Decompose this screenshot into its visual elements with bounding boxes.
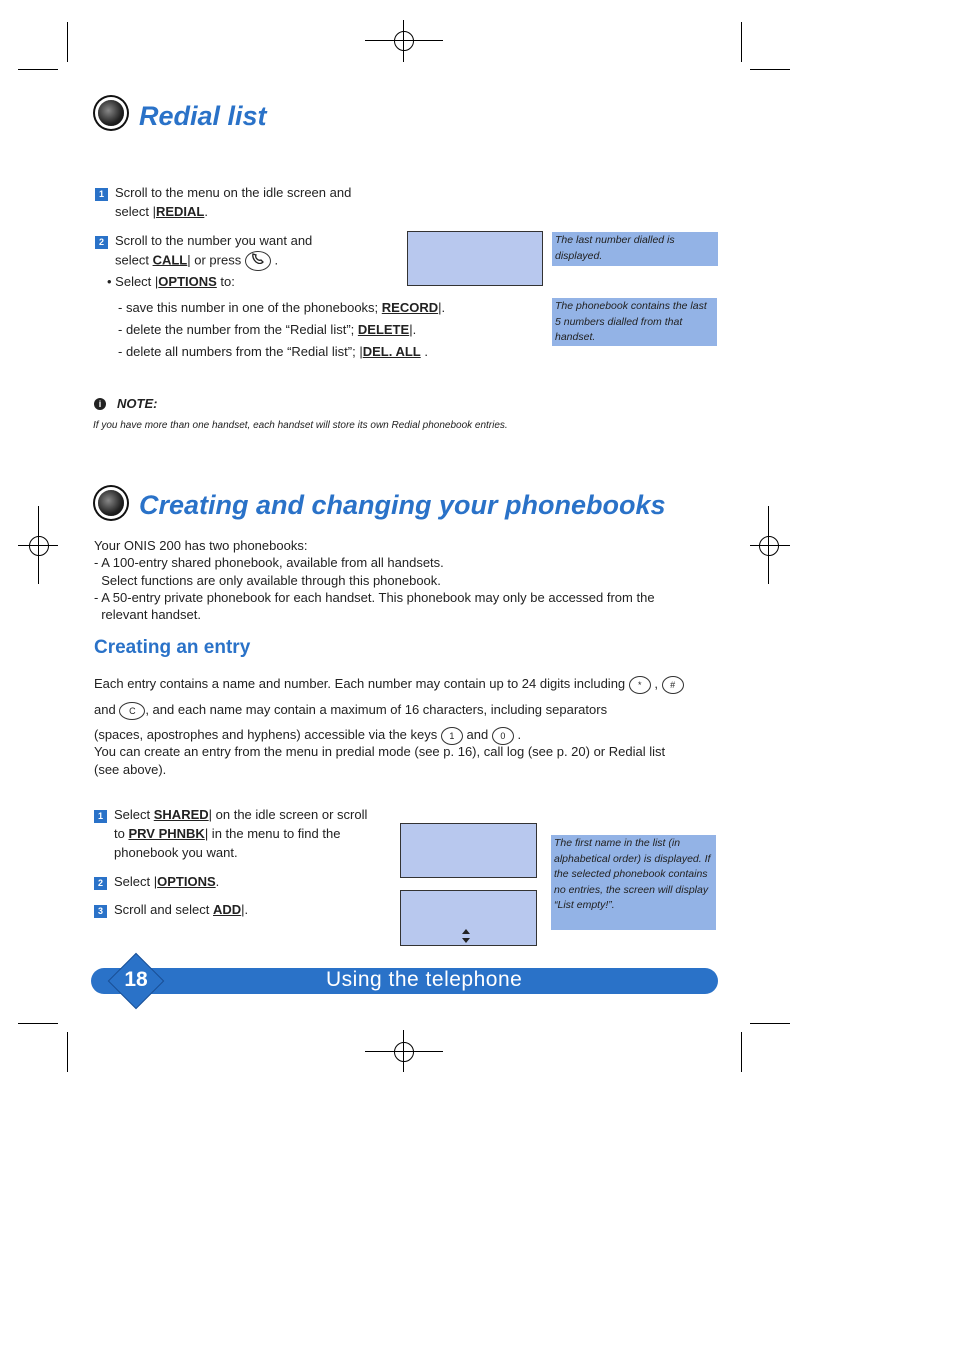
entry-para-line: (spaces, apostrophes and hyphens) accessible via the keys 1 and 0 . [94,726,521,745]
caption-last-number: The last number dialled is displayed. [552,232,718,266]
key-del-all: DEL. ALL [362,344,421,359]
redial-step2-line2: select CALL| or press . [115,251,278,271]
entry-para-line: You can create an entry from the menu in predial mode (see p. 16), call log (see p. 20) or Redial list [94,744,666,759]
section-title-phonebooks: Creating and changing your phonebooks [139,490,666,520]
handset-screen [407,231,543,286]
entry-step1-line1: Select SHARED| on the idle screen or scroll [114,807,368,822]
step-number: 3 [94,905,107,918]
intro-line: - A 50-entry private phonebook for each handset. This phonebook may only be accessed from the [94,590,655,605]
star-key-icon: * [629,676,651,694]
caption-first-name: The first name in the list (in alphabetical order) is displayed. If the selected phonebook contains no entries, the screen will display “List empty!”. [551,835,716,930]
intro-line: relevant handset. [94,607,201,622]
redial-opt-delall: - delete all numbers from the “Redial list”; |DEL. ALL . [118,344,428,359]
key-shared: SHARED [153,807,209,822]
entry-para-line: (see above). [94,762,167,777]
key-record: RECORD [381,300,439,315]
note-text: If you have more than one handset, each handset will store its own Redial phonebook entries. [93,420,508,431]
key-delete: DELETE [357,322,410,337]
scroll-arrows-icon [462,929,470,943]
entry-step3: Scroll and select ADD|. [114,902,249,917]
subsection-title-entry: Creating an entry [94,637,251,658]
entry-step1-line3: phonebook you want. [114,845,238,860]
step-number: 2 [94,877,107,890]
entry-para-line: Each entry contains a name and number. Each number may contain up to 24 digits including * , # [94,675,684,694]
key-redial: REDIAL [155,204,205,219]
key-options: OPTIONS [158,274,217,289]
redial-step1-line2: select |REDIAL. [115,204,208,219]
key-prv-phnbk: PRV PHNBK [128,826,205,841]
footer-section-title: Using the telephone [326,968,523,991]
note-label: NOTE: [117,396,158,411]
redial-opt-record: - save this number in one of the phonebooks; RECORD|. [118,300,446,315]
intro-line: Your ONIS 200 has two phonebooks: [94,538,308,553]
redial-step1-line1: Scroll to the menu on the idle screen and [115,185,352,200]
intro-line: - A 100-entry shared phonebook, available from all handsets. [94,555,444,570]
zero-key-icon: 0 [492,727,514,745]
step-number: 2 [95,236,108,249]
section-title-redial: Redial list [139,101,267,131]
step-number: 1 [95,188,108,201]
entry-para-line: and C , and each name may contain a maximum of 16 characters, including separators [94,701,607,720]
key-add: ADD [213,902,242,917]
entry-step1-line2: to PRV PHNBK| in the menu to find the [114,826,341,841]
caption-phonebook-contains: The phonebook contains the last 5 numbers dialled from that handset. [552,298,717,346]
clear-key-icon: C [119,702,145,720]
gear-icon [98,490,124,516]
page-number: 18 [124,968,148,991]
info-icon: i [94,398,106,410]
handset-screen [400,890,537,946]
phone-key-icon [245,251,271,271]
gear-icon [98,100,124,126]
step-number: 1 [94,810,107,823]
intro-line: Select functions are only available through this phonebook. [94,573,441,588]
one-key-icon: 1 [441,727,463,745]
redial-options: • Select |OPTIONS to: [107,274,235,289]
redial-step2-line1: Scroll to the number you want and [115,233,313,248]
entry-step2: Select |OPTIONS. [114,874,220,889]
hash-key-icon: # [662,676,684,694]
key-options: OPTIONS [157,874,216,889]
handset-screen [400,823,537,878]
key-call: CALL [152,252,188,268]
redial-opt-delete: - delete the number from the “Redial list”; DELETE|. [118,322,417,337]
